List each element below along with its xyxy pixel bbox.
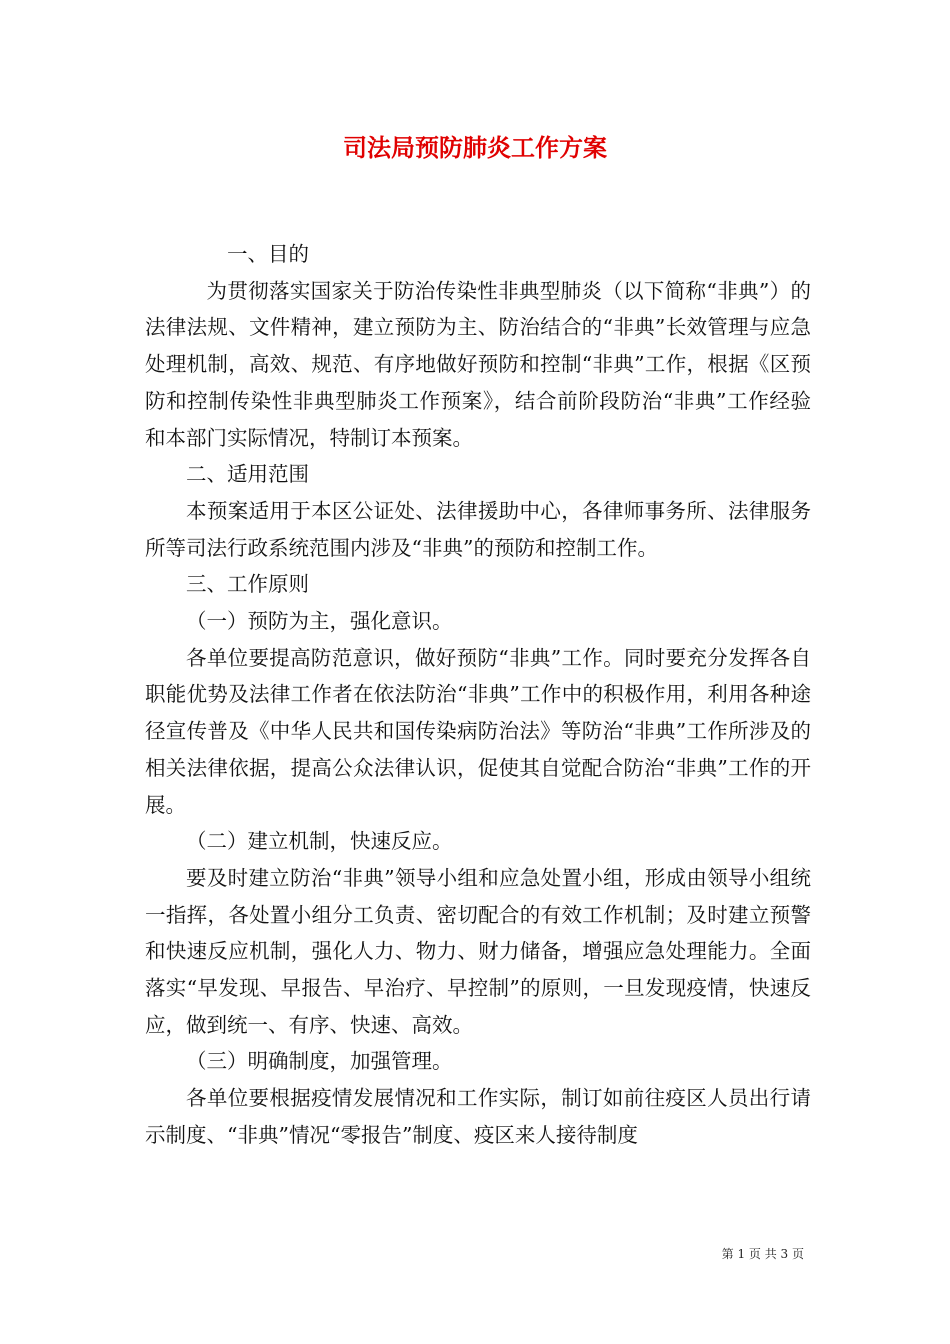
- document-body: [145, 236, 811, 1154]
- section-heading-scope: 二、适用范围: [186, 462, 309, 487]
- subheading-management: （三）明确制度，加强管理。: [186, 1049, 453, 1074]
- paragraph-scope: 本预案适用于本区公证处、法律援助中心，各律师事务所、法律服务所等司法行政系统范围内涉及“非典”的预防和控制工作。: [145, 498, 811, 560]
- paragraph-management: 各单位要根据疫情发展情况和工作实际，制订如前往疫区人员出行请示制度、“非典”情况“零报告”制度、疫区来人接待制度: [145, 1086, 811, 1147]
- page-number-footer: 第 1 页 共 3 页: [721, 1247, 804, 1261]
- section-heading-principles: 三、工作原则: [186, 572, 309, 597]
- paragraph-mechanism: 要及时建立防治“非典”领导小组和应急处置小组，形成由领导小组统一指挥，各处置小组分工负责、密切配合的有效工作机制；及时建立预警和快速反应机制，强化人力、物力、财力储备，增强应急处理能力。全面落实“早发现、早报告、早治疗、早控制”的原则，一旦发现疫情，快速反应，做到统一、有序、快速、高效。: [145, 865, 811, 1037]
- paragraph-prevention: 各单位要提高防范意识，做好预防“非典”工作。同时要充分发挥各自职能优势及法律工作者在依法防治“非典”工作中的积极作用，利用各种途径宣传普及《中华人民共和国传染病防治法》等防治“非典”工作所涉及的相关法律依据，提高公众法律认识，促使其自觉配合防治“非典”工作的开展。: [145, 645, 811, 817]
- subheading-prevention: （一）预防为主，强化意识。: [186, 609, 453, 634]
- document-title: 司法局预防肺炎工作方案: [343, 133, 607, 162]
- subheading-mechanism: （二）建立机制，快速反应。: [186, 829, 453, 854]
- paragraph-purpose: 为贯彻落实国家关于防治传染性非典型肺炎（以下简称“非典”）的法律法规、文件精神，建立预防为主、防治结合的“非典”长效管理与应急处理机制，高效、规范、有序地做好预防和控制“非典”工作，根据《区预防和控制传染性非典型肺炎工作预案》，结合前阶段防治“非典”工作经验和本部门实际情况，特制订本预案。: [145, 278, 811, 450]
- section-heading-purpose: 一、目的: [227, 242, 309, 266]
